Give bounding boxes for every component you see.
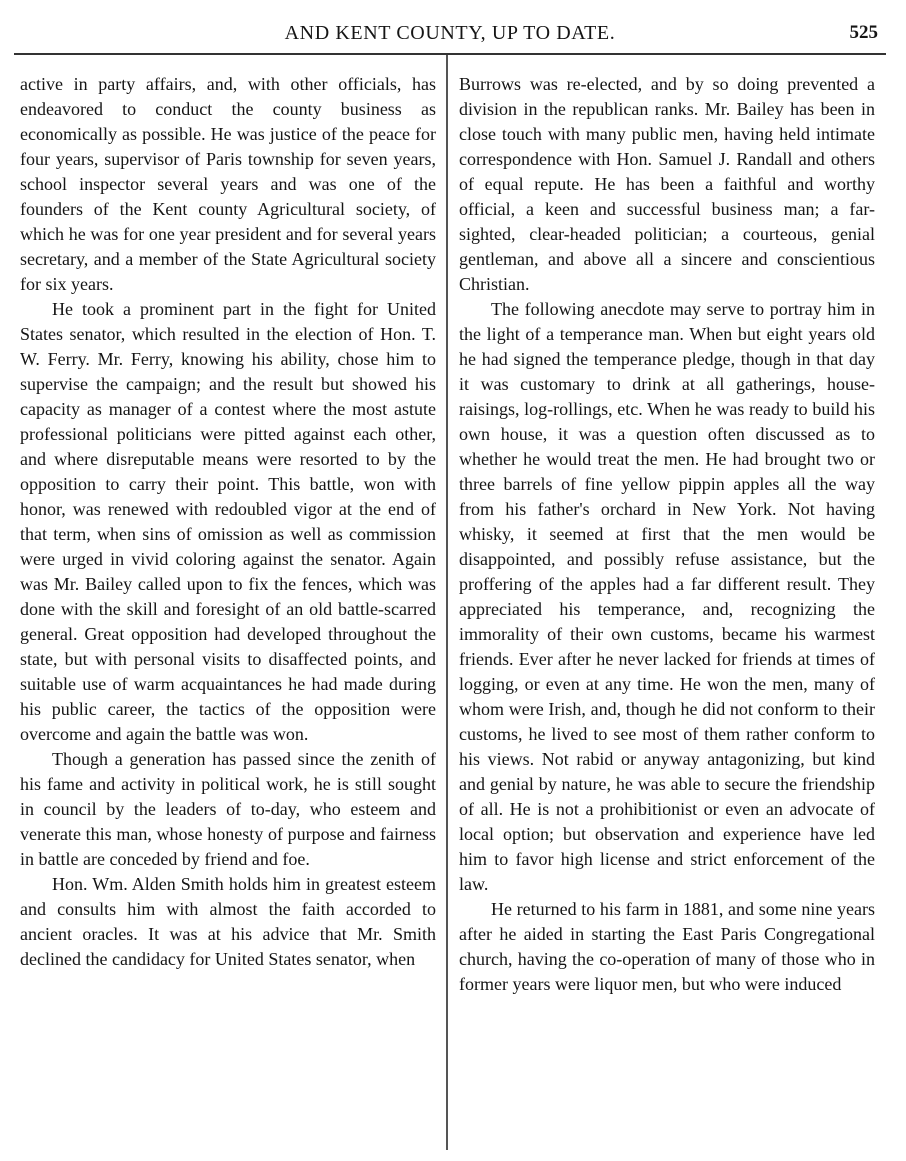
header-rule [14, 53, 886, 55]
page-number: 525 [849, 22, 878, 43]
paragraph: Though a generation has passed since the zenith of his fame and activity in political work, he is still sought in council by the leaders of to-day, who esteem and venerate this man, whose honesty of purpose and fairness in battle are conceded by friend and foe. [20, 749, 436, 869]
paragraph: Burrows was re-elected, and by so doing prevented a division in the republican ranks. Mr. Bailey has been in close touch with many public men, having held intimate correspondence with Hon. Samuel J. Randall and others of equal repute. He has been a faithful and worthy official, a keen and successful business man; a far-sighted, clear-headed politician; a courteous, genial gentleman, and above all a sincere and conscientious Christian. [459, 74, 875, 294]
left-column [20, 72, 436, 972]
paragraph: He took a prominent part in the fight for United States senator, which resulted in the election of Hon. T. W. Ferry. Mr. Ferry, knowing his ability, chose him to supervise the campaign; and the result but showed his capacity as manager of a contest where the most astute professional politicians were pitted against each other, and where disreputable means were resorted to by the opposition to carry their point. This battle, won with honor, was renewed with redoubled vigor at the end of that term, when sins of omission as well as commission were urged in vivid coloring against the senator. Again was Mr. Bailey called upon to fix the fences, which was done with the skill and foresight of an old battle-scarred general. Great opposition had developed throughout the state, but with personal visits to disaffected points, and suitable use of warm acquaintances he had made during his public career, the tactics of the opposition were overcome and again the battle was won. [20, 299, 436, 744]
paragraph: active in party affairs, and, with other officials, has endeavored to conduct the county business as economically as possible. He was justice of the peace for four years, supervisor of Paris township for seven years, school inspector several years and was one of the founders of the Kent county Agricultural society, of which he was for one year president and for several years secretary, and a member of the State Agricultural society for six years. [20, 74, 436, 294]
paragraph: He returned to his farm in 1881, and some nine years after he aided in starting the East Paris Congregational church, having the co-operation of many of those who in former years were liquor men, but who were induced [459, 899, 875, 994]
right-column [459, 72, 875, 997]
running-head: AND KENT COUNTY, UP TO DATE. [284, 22, 616, 44]
column-divider [446, 55, 448, 1150]
page-header [20, 22, 880, 50]
paragraph: The following anecdote may serve to portray him in the light of a temperance man. When but eight years old he had signed the temperance pledge, though in that day it was customary to drink at all gatherings, house-raisings, log-rollings, etc. When he was ready to build his own house, it was a question often discussed as to whether he would treat the men. He had brought two or three barrels of fine yellow pippin apples all the way from his father's orchard in New York. Not having whisky, it seemed at first that the men would be disappointed, and possibly refuse assistance, but the proffering of the apples had a far different result. They appreciated his temperance, and, recognizing the immorality of their own customs, became his warmest friends. Ever after he never lacked for friends at times of logging, or even at any time. He won the men, many of whom were Irish, and, though he did not conform to their customs, he lived to see most of them rather conform to his views. Not rabid or anyway antagonizing, but kind and genial by nature, he was able to secure the friendship of all. He is not a prohibitionist or even an advocate of local option; but observation and experience have led him to favor high license and strict enforcement of the law. [459, 299, 875, 894]
paragraph: Hon. Wm. Alden Smith holds him in greatest esteem and consults him with almost the faith accorded to ancient oracles. It was at his advice that Mr. Smith declined the candidacy for United States senator, when [20, 874, 436, 969]
